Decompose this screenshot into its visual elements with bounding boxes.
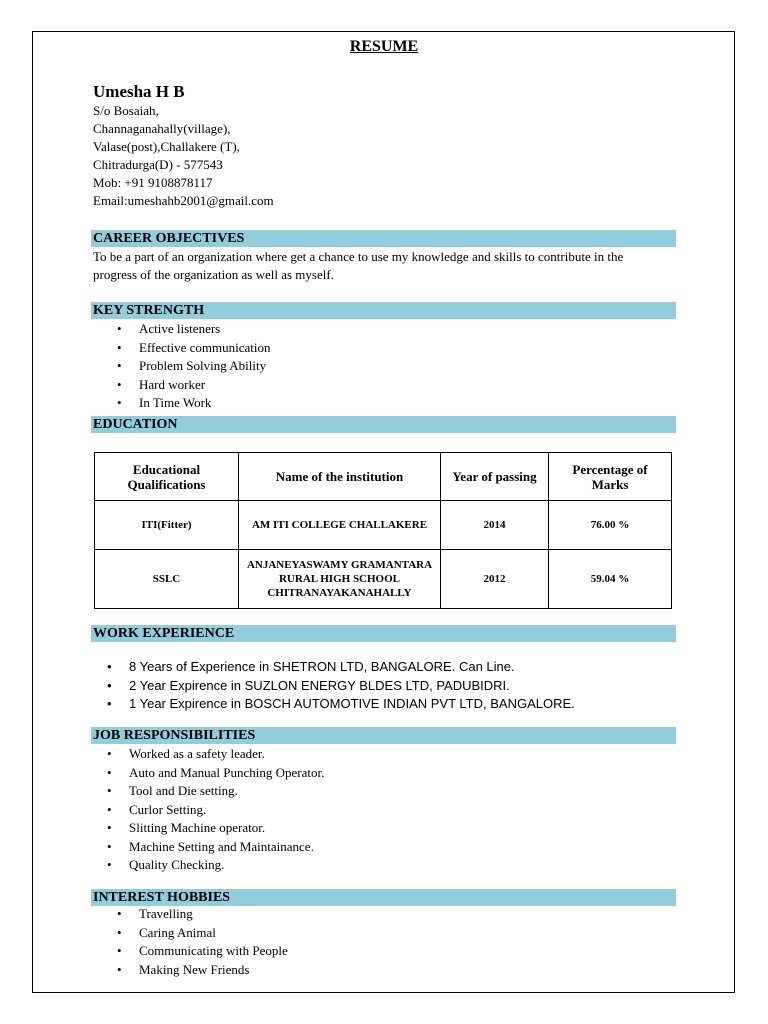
list-item [107,856,324,875]
list-item [107,801,324,820]
list-item-text: Hard worker [139,376,206,392]
address-line: Valase(post),Challakere (T), [93,139,240,154]
list-item [117,357,271,376]
list-item-text: 1 Year Expirence in BOSCH AUTOMOTIVE INDIAN PVT LTD, BANGALORE. [129,696,575,711]
list-item [117,961,288,980]
key-strength-list [117,320,271,413]
bullet-icon: • [107,801,112,817]
list-item-text: 8 Years of Experience in SHETRON LTD, BANGALORE. Can Line. [129,659,515,674]
interest-hobbies-list [117,905,288,979]
bullet-icon: • [117,395,122,410]
table-row [95,501,672,550]
document-title: RESUME [349,38,419,55]
bullet-icon: • [117,943,122,958]
list-item [107,695,575,714]
bullet-icon: • [107,820,112,835]
address-line: S/o Bosaiah, [93,103,159,118]
bullet-icon: • [117,376,122,392]
section-heading-work-experience [91,625,676,642]
bullet-icon: • [107,838,112,854]
column-header: Name of the institution [239,453,441,501]
section-heading-text: INTEREST HOBBIES [93,890,231,905]
section-heading-career-objectives [91,230,676,247]
bullet-icon: • [107,783,112,798]
table-row [95,550,672,609]
bullet-icon: • [117,924,122,940]
work-experience-list [107,658,575,714]
list-item [117,942,288,961]
column-header: Percentage of Marks [549,453,672,501]
bullet-icon: • [107,696,112,711]
address-line: Chitradurga(D) - 577543 [93,157,223,172]
section-heading-text: KEY STRENGTH [93,303,205,318]
list-item [117,339,271,358]
bullet-icon: • [117,358,122,373]
list-item-text: Problem Solving Ability [139,358,267,373]
section-heading-interest-hobbies [91,889,676,906]
list-item-text: Effective communication [139,339,271,355]
section-heading-education [91,416,676,433]
list-item [107,658,575,677]
percentage-cell: 76.00 % [549,501,672,550]
job-responsibilities-list [107,745,325,875]
list-item-text: Curlor Setting. [129,801,207,817]
bullet-icon: • [107,659,112,674]
list-item-text: Quality Checking. [129,857,225,872]
list-item-text: Auto and Manual Punching Operator. [129,764,325,780]
year-cell: 2012 [441,550,549,609]
education-table [94,452,672,609]
list-item-text: Caring Animal [139,924,216,940]
list-item [117,924,288,943]
list-item [117,320,271,339]
section-heading-text: WORK EXPERIENCE [93,626,235,641]
list-item-text: Making New Friends [139,961,250,977]
section-heading-key-strength [91,302,676,319]
section-heading-text: JOB RESPONSIBILITIES [93,728,256,743]
list-item-text: Machine Setting and Maintainance. [129,838,314,854]
qualification-cell: ITI(Fitter) [95,501,239,550]
address-line: Channaganahally(village), [93,121,231,136]
bullet-icon: • [117,321,122,336]
list-item-text: Travelling [139,906,193,921]
bullet-icon: • [117,339,122,355]
bullet-icon: • [117,961,122,977]
qualification-cell: SSLC [95,550,239,609]
list-item [107,819,324,838]
list-item-text: Worked as a safety leader. [129,746,265,761]
list-item [107,782,324,801]
column-header: Educational Qualifications [95,453,239,501]
list-item-text: Slitting Machine operator. [129,820,266,835]
institution-cell: AM ITI COLLEGE CHALLAKERE [239,501,441,550]
list-item-text: Active listeners [139,321,221,336]
candidate-name: Umesha H B [93,82,185,101]
list-item-text: In Time Work [139,395,212,410]
list-item-text: Communicating with People [139,943,288,958]
list-item [107,764,325,783]
list-item [117,905,288,924]
percentage-cell: 59.04 % [549,550,672,609]
bullet-icon: • [107,746,112,761]
bullet-icon: • [107,764,112,780]
section-heading-job-responsibilities [91,727,676,744]
table-header-row [95,453,672,501]
list-item [107,838,324,857]
list-item [117,394,271,413]
section-heading-text: CAREER OBJECTIVES [93,231,245,246]
column-header: Year of passing [441,453,549,501]
list-item-text: 2 Year Expirence in SUZLON ENERGY BLDES LTD, PADUBIDRI. [129,677,510,693]
list-item [107,745,324,764]
bullet-icon: • [107,857,112,872]
career-objective-line: To be a part of an organization where get a chance to use my knowledge and skills to contribute in the [93,249,624,264]
year-cell: 2014 [441,501,549,550]
section-heading-text: EDUCATION [93,417,178,432]
institution-cell: ANJANEYASWAMY GRAMANTARA RURAL HIGH SCHOOL CHITRANAYAKANAHALLY [239,550,441,609]
email-address: Email:umeshahb2001@gmail.com [93,193,274,208]
career-objective-line: progress of the organization as well as myself. [93,267,334,282]
list-item [117,376,271,395]
list-item [107,677,575,696]
list-item-text: Tool and Die setting. [129,783,238,798]
bullet-icon: • [107,677,112,693]
mobile-number: Mob: +91 9108878117 [93,175,213,190]
bullet-icon: • [117,906,122,921]
